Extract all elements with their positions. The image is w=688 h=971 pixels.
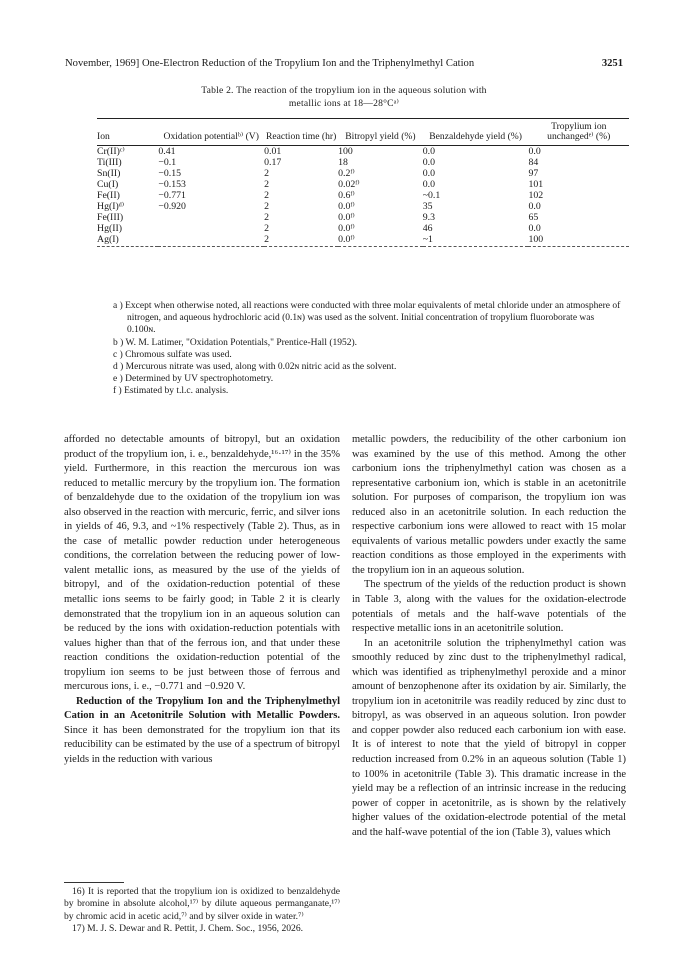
table-body: [97, 146, 629, 247]
cell-potential: [158, 234, 264, 247]
cell-benzaldehyde: 35: [422, 201, 433, 212]
cell-ion: Sn(II): [97, 168, 121, 179]
cell-ion: Cr(II)ᶜ⁾: [97, 146, 125, 157]
table-row: [97, 212, 629, 223]
cell-tropylium: 84: [528, 157, 539, 168]
cell-tropylium: 65: [528, 212, 539, 223]
cell-benzaldehyde: 0.0: [422, 179, 435, 190]
cell-bitropyl: 18: [338, 157, 348, 168]
cell-time: 2: [264, 223, 269, 234]
cell-benzaldehyde: ~1: [423, 234, 529, 247]
cell-bitropyl: 0.6ᶠ⁾: [338, 190, 355, 201]
table-row: [97, 157, 629, 168]
table-row: [97, 168, 629, 179]
body-paragraph: afforded no detectable amounts of bitropyl, but an oxidation product of the tropylium ion, i. e., benzaldehyde,¹⁶·¹⁷⁾ in the 35% yield. Furthermore, in this reaction the mercurous ion was reduced to metallic mercury by the tropylium ion. The formation of benzaldehyde due to the oxidation of the tropylium ion was also observed in the reaction with mercuric, ferric, and silver ions in yields of 46, 9.3, and ~1% respectively (Table 2). Thus, as in the case of metallic powder reduction under heterogeneous conditions, the correlation between the reducing power of low-valent metallic ions, as measured by the use of the yields of bitropyl, and of the oxidation-reduction potential of these metallic ions seems to be fairly good; in Table 2 it is clearly demonstrated that the tropylium ion in an aqueous solution can be reduced by the ions with oxidation-reduction potentials with values higher than that of the ferrous ion, and that under these reaction conditions the oxidation-reduction potential of the tropylium ion seems to be just between those of ferrous and mercurous ions, i. e., −0.771 and −0.920 V.: [64, 434, 340, 693]
cell-time: 2: [264, 179, 269, 190]
cell-time: 2: [264, 190, 269, 201]
cell-ion: Fe(III): [97, 212, 124, 223]
section-heading: Reduction of the Tropylium Ion and the Triphenylmethyl Cation in an Acetonitrile Solution with Metallic Powders.: [64, 695, 340, 722]
body-paragraph: In an acetonitrile solution the triphenylmethyl cation was smoothly reduced by zinc dust to the triphenylmethyl radical, which was identified as triphenylmethyl peroxide and a minor amount of benzophenone after its oxidation by air. Similarly, the tropylium ion in acetonitrile was readily reduced by zinc dust to bitropyl, as was observed in an aqueous solution. Iron powder and copper powder also reduced each carbonium ion with ease. It is of interest to note that the yield of bitropyl in copper reduction increased from 0.2% in an aqueous solution (Table 1) to 100% in acetonitrile (Table 3). This dramatic increase in the yield may be a reflection of an intrinsic increase in the reducing power of copper in acetonitrile, as is shown by the relatively higher values of the oxidation-electrode potential of the metal and the half-wave potential of the ion (Table 3), values which: [352, 637, 626, 838]
page-number: 3251: [601, 58, 623, 69]
cell-time: 2: [264, 201, 269, 212]
cell-potential: 0.41: [158, 146, 176, 157]
table-footnote-b: b ) W. M. Latimer, "Oxidation Potentials," Prentice-Hall (1952).: [113, 337, 358, 348]
header-tropylium-unchanged: Tropylium ion unchangedᵉ⁾ (%): [528, 119, 629, 146]
header-benzaldehyde-yield: Benzaldehyde yield (%): [423, 119, 529, 146]
cell-time: 2: [264, 168, 269, 179]
table-footnote-d: d ) Mercurous nitrate was used, along with 0.02ɴ nitric acid as the solvent.: [113, 362, 397, 373]
results-table: [97, 118, 629, 247]
right-column: [352, 433, 626, 840]
table-footnote-c: c ) Chromous sulfate was used.: [113, 349, 232, 360]
table-caption-line2: metallic ions at 18—28°Cᵃ⁾: [288, 98, 400, 109]
cell-benzaldehyde: 0.0: [422, 168, 435, 179]
cell-potential: [158, 212, 264, 223]
cell-ion: Ti(III): [97, 157, 122, 168]
cell-tropylium: 0.0: [528, 223, 541, 234]
table-footnote-e: e ) Determined by UV spectrophotometry.: [113, 374, 274, 385]
table-row: [97, 179, 629, 190]
cell-time: 0.17: [264, 157, 282, 168]
cell-bitropyl: 0.0ᶠ⁾: [338, 234, 423, 247]
cell-tropylium: 0.0: [528, 201, 541, 212]
cell-tropylium: 102: [528, 190, 544, 201]
cell-benzaldehyde: 9.3: [422, 212, 435, 223]
footnote-divider: [64, 882, 124, 883]
section-text: Since it has been demonstrated for the tropylium ion that its reducibility can be estimated by the use of a spectrum of bitropyl yields in the reduction with various: [64, 724, 340, 766]
table-caption-line1: Table 2. The reaction of the tropylium ion in the aqueous solution with: [201, 85, 487, 96]
left-column: [64, 433, 340, 768]
running-head: [65, 58, 623, 72]
cell-bitropyl: 0.0ᶠ⁾: [338, 212, 355, 223]
cell-potential: −0.153: [158, 179, 186, 190]
header-reaction-time: Reaction time (hr): [264, 119, 338, 146]
cell-potential: −0.15: [158, 168, 182, 179]
cell-potential: [158, 223, 264, 234]
footnote-17: 17) M. J. S. Dewar and R. Pettit, J. Chem. Soc., 1956, 2026.: [72, 923, 304, 935]
cell-benzaldehyde: 46: [422, 223, 433, 234]
cell-ion: Cu(I): [97, 179, 119, 190]
cell-tropylium: 100: [528, 234, 629, 247]
table-footnotes: [113, 300, 623, 398]
table-row: [97, 223, 629, 234]
table-row: [97, 201, 629, 212]
cell-bitropyl: 0.0ᶠ⁾: [338, 223, 355, 234]
table-footnote-a: a ) Except when otherwise noted, all reactions were conducted with three molar equivalents of metal chloride under an atmosphere of nitrogen, and aqueous hydrochloric acid (0.1ɴ) was used as the solvent. Initial concentration of tropylium fluoroborate was 0.100ɴ.: [113, 301, 621, 336]
footnote-16: 16) It is reported that the tropylium ion is oxidized to benzaldehyde by bromine in absolute alcohol,¹⁷⁾ by dilute aqueous permanganate,¹⁷⁾ by chromic acid in acetic acid,⁷⁾ and by silver oxide in water.⁷⁾: [64, 886, 340, 922]
cell-benzaldehyde: 0.0: [422, 146, 435, 157]
table-row: [97, 146, 629, 158]
header-ion: Ion: [97, 119, 158, 146]
results-table-container: [97, 118, 629, 247]
cell-ion: Hg(II): [97, 223, 123, 234]
table-row: [97, 190, 629, 201]
cell-time: 2: [264, 212, 269, 223]
cell-tropylium: 101: [528, 179, 544, 190]
cell-bitropyl: 0.2ᶠ⁾: [338, 168, 355, 179]
body-paragraph: metallic powders, the reducibility of the other carbonium ion was examined by the use of this method. Among the other carbonium ions the triphenylmethyl cation was chosen as a representative carbonium ion, which is stable in an acetonitrile solution. For purposes of comparison, the tropylium ion was reduced also in an acetonitrile solution. In each reduction the respective carbonium ions were allowed to react with 15 molar equivalents of various metallic powders under exactly the same reaction conditions as those employed in the experiments with the tropylium ion in an aqueous solution.: [352, 434, 626, 576]
cell-bitropyl: 0.02ᶠ⁾: [338, 179, 360, 190]
table-footnote-f: f ) Estimated by t.l.c. analysis.: [113, 386, 229, 397]
page-footnotes: [64, 886, 340, 936]
cell-potential: −0.920: [158, 201, 186, 212]
cell-benzaldehyde: ~0.1: [422, 190, 441, 201]
table-caption: [65, 84, 623, 110]
header-oxidation-potential: Oxidation potentialᵇ⁾ (V): [158, 119, 264, 146]
cell-time: 0.01: [264, 146, 282, 157]
running-head-title: November, 1969] One-Electron Reduction of the Tropylium Ion and the Triphenylmethyl Cation: [65, 58, 475, 69]
section-paragraph: [64, 695, 340, 768]
cell-ion: Hg(I)ᵈ⁾: [97, 201, 125, 212]
table-row: [97, 234, 629, 247]
cell-benzaldehyde: 0.0: [422, 157, 435, 168]
cell-ion: Fe(II): [97, 190, 120, 201]
cell-bitropyl: 100: [338, 146, 353, 157]
cell-tropylium: 0.0: [528, 146, 541, 157]
header-bitropyl-yield: Bitropyl yield (%): [338, 119, 423, 146]
cell-tropylium: 97: [528, 168, 539, 179]
cell-time: 2: [264, 234, 338, 247]
cell-potential: −0.1: [158, 157, 177, 168]
cell-ion: Ag(I): [97, 234, 158, 247]
body-paragraph: The spectrum of the yields of the reduction product is shown in Table 3, along with the values for the oxidation-electrode potentials of metals and the half-wave potentials of the respective metallic ions in an acetonitrile solution.: [352, 579, 626, 635]
table-header-row: [97, 119, 629, 146]
cell-bitropyl: 0.0ᶠ⁾: [338, 201, 355, 212]
cell-potential: −0.771: [158, 190, 186, 201]
